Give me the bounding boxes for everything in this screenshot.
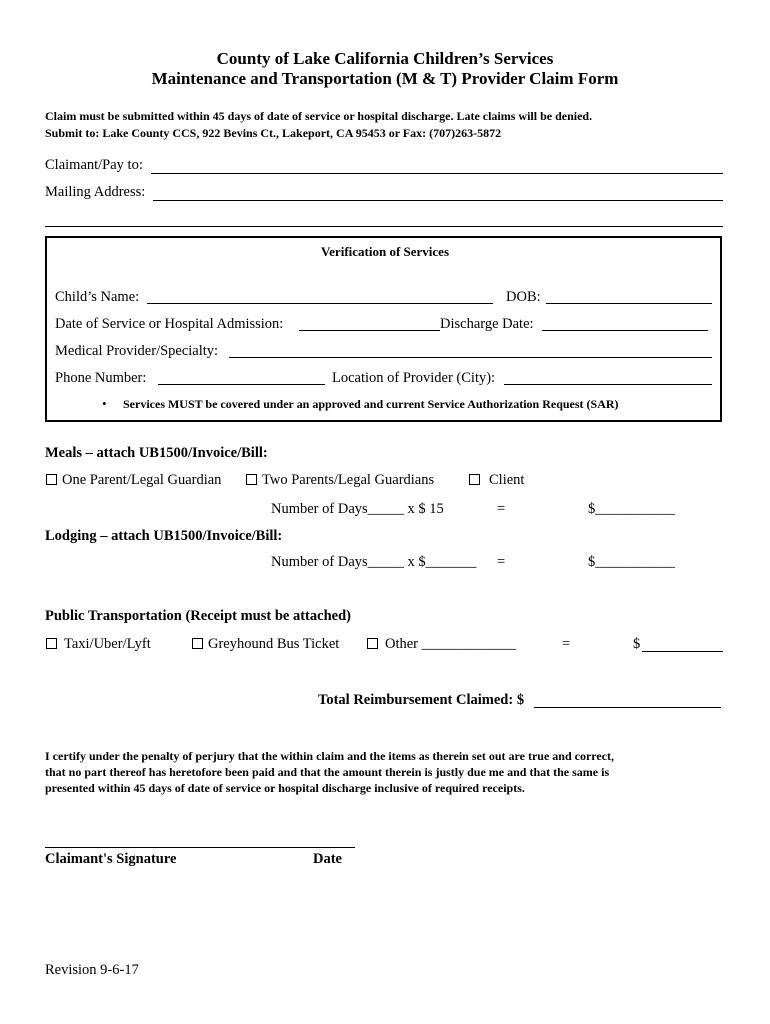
signature-field[interactable] bbox=[45, 847, 355, 848]
mailing-address-label: Mailing Address: bbox=[45, 184, 146, 200]
form-title-line2: Maintenance and Transportation (M & T) Provider Claim Form bbox=[151, 69, 619, 88]
checkbox-icon[interactable] bbox=[192, 638, 203, 649]
transport-option-taxi[interactable] bbox=[46, 636, 151, 653]
transport-dollar-sign: $ bbox=[633, 636, 641, 652]
transport-equals: = bbox=[562, 636, 571, 652]
meals-days-calculation[interactable]: Number of Days_____ x $ 15 bbox=[271, 501, 444, 517]
total-reimbursement-label: Total Reimbursement Claimed: $ bbox=[318, 692, 525, 708]
transport-option-label: Greyhound Bus Ticket bbox=[208, 636, 340, 652]
revision-footer: Revision 9-6-17 bbox=[45, 962, 139, 978]
medical-provider-field[interactable] bbox=[229, 357, 712, 358]
lodging-equals: = bbox=[497, 554, 506, 570]
meals-option-one-parent[interactable] bbox=[46, 472, 221, 489]
provider-location-field[interactable] bbox=[504, 384, 712, 385]
mailing-address-field[interactable] bbox=[153, 200, 723, 201]
certification-line1: I certify under the penalty of perjury that the within claim and the items as therein set out are true and correct, bbox=[45, 749, 615, 763]
meals-equals: = bbox=[497, 501, 506, 517]
checkbox-icon[interactable] bbox=[46, 638, 57, 649]
transport-heading: Public Transportation (Receipt must be attached) bbox=[45, 608, 351, 624]
mailing-address-field-line2[interactable] bbox=[45, 226, 723, 227]
transport-option-greyhound[interactable] bbox=[192, 636, 339, 653]
phone-number-label: Phone Number: bbox=[55, 370, 147, 386]
claimant-pay-to-label: Claimant/Pay to: bbox=[45, 157, 143, 173]
phone-number-field[interactable] bbox=[158, 384, 325, 385]
signature-date-label: Date bbox=[313, 851, 342, 867]
discharge-date-field[interactable] bbox=[542, 330, 708, 331]
transport-option-label: Other _____________ bbox=[385, 636, 516, 652]
meals-heading: Meals – attach UB1500/Invoice/Bill: bbox=[45, 445, 268, 461]
certification-line2: that no part thereof has heretofore been paid and that the amount therein is justly due me and that the same is bbox=[45, 765, 610, 779]
bullet-icon: • bbox=[102, 396, 107, 411]
meals-option-two-parents[interactable] bbox=[246, 472, 434, 489]
date-of-service-field[interactable] bbox=[299, 330, 440, 331]
form-title-line1: County of Lake California Children’s Services bbox=[216, 49, 554, 68]
meals-option-label: One Parent/Legal Guardian bbox=[62, 472, 222, 488]
dob-field[interactable] bbox=[546, 303, 712, 304]
lodging-heading: Lodging – attach UB1500/Invoice/Bill: bbox=[45, 528, 283, 544]
meals-option-label: Two Parents/Legal Guardians bbox=[262, 472, 435, 488]
instructions-deadline: Claim must be submitted within 45 days of date of service or hospital discharge. Late claims will be denied. bbox=[45, 109, 593, 123]
checkbox-icon[interactable] bbox=[469, 474, 480, 485]
lodging-amount-field[interactable]: $___________ bbox=[588, 554, 675, 570]
checkbox-icon[interactable] bbox=[367, 638, 378, 649]
checkbox-icon[interactable] bbox=[246, 474, 257, 485]
claimant-pay-to-field[interactable] bbox=[151, 173, 723, 174]
lodging-days-calculation[interactable]: Number of Days_____ x $_______ bbox=[271, 554, 477, 570]
instructions-submit-to: Submit to: Lake County CCS, 922 Bevins Ct., Lakeport, CA 95453 or Fax: (707)263-5872 bbox=[45, 126, 502, 140]
transport-option-other[interactable] bbox=[367, 636, 516, 653]
meals-option-label: Client bbox=[489, 472, 525, 488]
meals-option-client[interactable] bbox=[469, 472, 524, 489]
verification-heading: Verification of Services bbox=[320, 244, 450, 259]
provider-location-label: Location of Provider (City): bbox=[332, 370, 496, 386]
checkbox-icon[interactable] bbox=[46, 474, 57, 485]
child-name-label: Child’s Name: bbox=[55, 289, 140, 305]
date-of-service-label: Date of Service or Hospital Admission: bbox=[55, 316, 284, 332]
discharge-date-label: Discharge Date: bbox=[440, 316, 534, 332]
transport-amount-field[interactable] bbox=[642, 651, 723, 652]
medical-provider-label: Medical Provider/Specialty: bbox=[55, 343, 219, 359]
child-name-field[interactable] bbox=[147, 303, 493, 304]
total-reimbursement-field[interactable] bbox=[534, 707, 721, 708]
meals-amount-field[interactable]: $___________ bbox=[588, 501, 675, 517]
sar-note: Services MUST be covered under an approved and current Service Authorization Request (SAR) bbox=[123, 397, 619, 411]
dob-label: DOB: bbox=[506, 289, 541, 305]
signature-label: Claimant's Signature bbox=[45, 851, 177, 867]
transport-option-label: Taxi/Uber/Lyft bbox=[64, 636, 151, 652]
certification-line3: presented within 45 days of date of service or hospital discharge inclusive of required receipts. bbox=[45, 781, 525, 795]
